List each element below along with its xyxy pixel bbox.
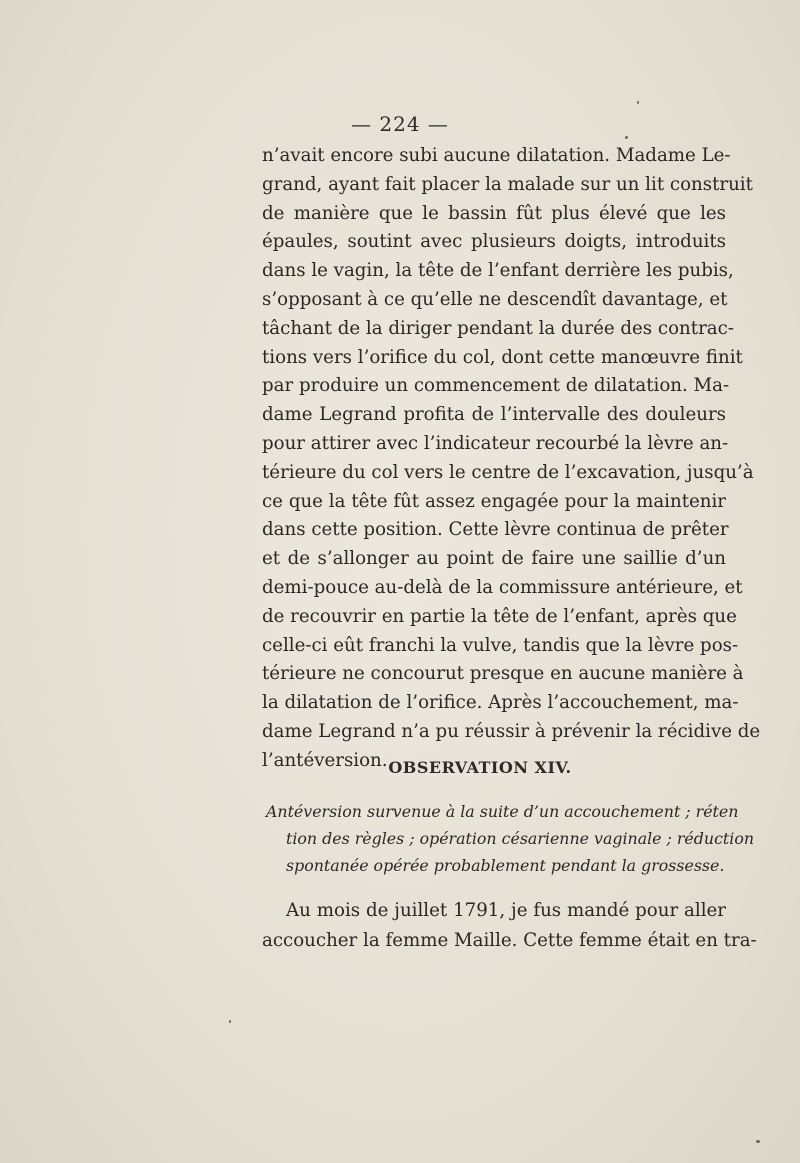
- text-line: n’avait encore subi aucune dilatation. Madame Le-: [262, 145, 731, 166]
- text-line: accoucher la femme Maille. Cette femme était en tra-: [262, 930, 757, 951]
- observation-subtitle: [266, 798, 754, 879]
- main-paragraph: [262, 142, 761, 776]
- text-line: demi-pouce au-delà de la commissure antérieure, et: [262, 576, 743, 598]
- text-line: Au mois de juillet 1791, je fus mandé pour aller: [286, 900, 726, 921]
- text-line: pour attirer avec l’indicateur recourbé la lèvre an-: [262, 432, 729, 454]
- text-line: celle-ci eût franchi la vulve, tandis que la lèvre pos-: [262, 634, 739, 656]
- text-line: épaules, soutint avec plusieurs doigts, introduits: [262, 231, 726, 253]
- text-line: s’opposant à ce qu’elle ne descendît davantage, et: [262, 288, 728, 310]
- text-line: dame Legrand n’a pu réussir à prévenir la récidive de: [262, 720, 761, 742]
- ink-speck: [229, 1020, 231, 1023]
- subtitle-line: tion des règles ; opération césarienne vaginale ; réduction: [286, 829, 754, 848]
- text-line: dans cette position. Cette lèvre continua de prêter: [262, 519, 729, 541]
- text-line: l’antéversion.: [262, 749, 388, 771]
- text-line: de manière que le bassin fût plus élevé que les: [262, 202, 726, 224]
- text-line: et de s’allonger au point de faire une saillie d’un: [262, 548, 726, 570]
- ink-speck: [756, 1140, 760, 1143]
- subtitle-line: Antéversion survenue à la suite d’un accouchement ; réten: [266, 802, 739, 821]
- text-line: térieure du col vers le centre de l’excavation, jusqu’à: [262, 461, 754, 483]
- text-line: par produire un commencement de dilatation. Ma-: [262, 375, 730, 397]
- subtitle-line: spontanée opérée probablement pendant la grossesse.: [286, 856, 725, 875]
- text-line: la dilatation de l’orifice. Après l’accouchement, ma-: [262, 692, 739, 714]
- text-line: grand, ayant fait placer la malade sur un lit construit: [262, 173, 753, 195]
- text-line: tâchant de la diriger pendant la durée des contrac-: [262, 317, 734, 339]
- ink-speck: [637, 101, 639, 104]
- text-line: tions vers l’orifice du col, dont cette manœuvre finit: [262, 346, 743, 368]
- text-line: dame Legrand profita de l’intervalle des douleurs: [262, 404, 726, 426]
- ink-speck: [625, 136, 628, 139]
- text-line: térieure ne concourut presque en aucune manière à: [262, 663, 744, 685]
- text-line: de recouvrir en partie la tête de l’enfant, après que: [262, 605, 737, 627]
- text-line: ce que la tête fût assez engagée pour la maintenir: [262, 490, 726, 512]
- second-paragraph: [262, 896, 757, 956]
- text-line: dans le vagin, la tête de l’enfant derrière les pubis,: [262, 260, 734, 282]
- observation-title: OBSERVATION XIV.: [388, 758, 572, 777]
- page-number: — 224 —: [351, 112, 449, 136]
